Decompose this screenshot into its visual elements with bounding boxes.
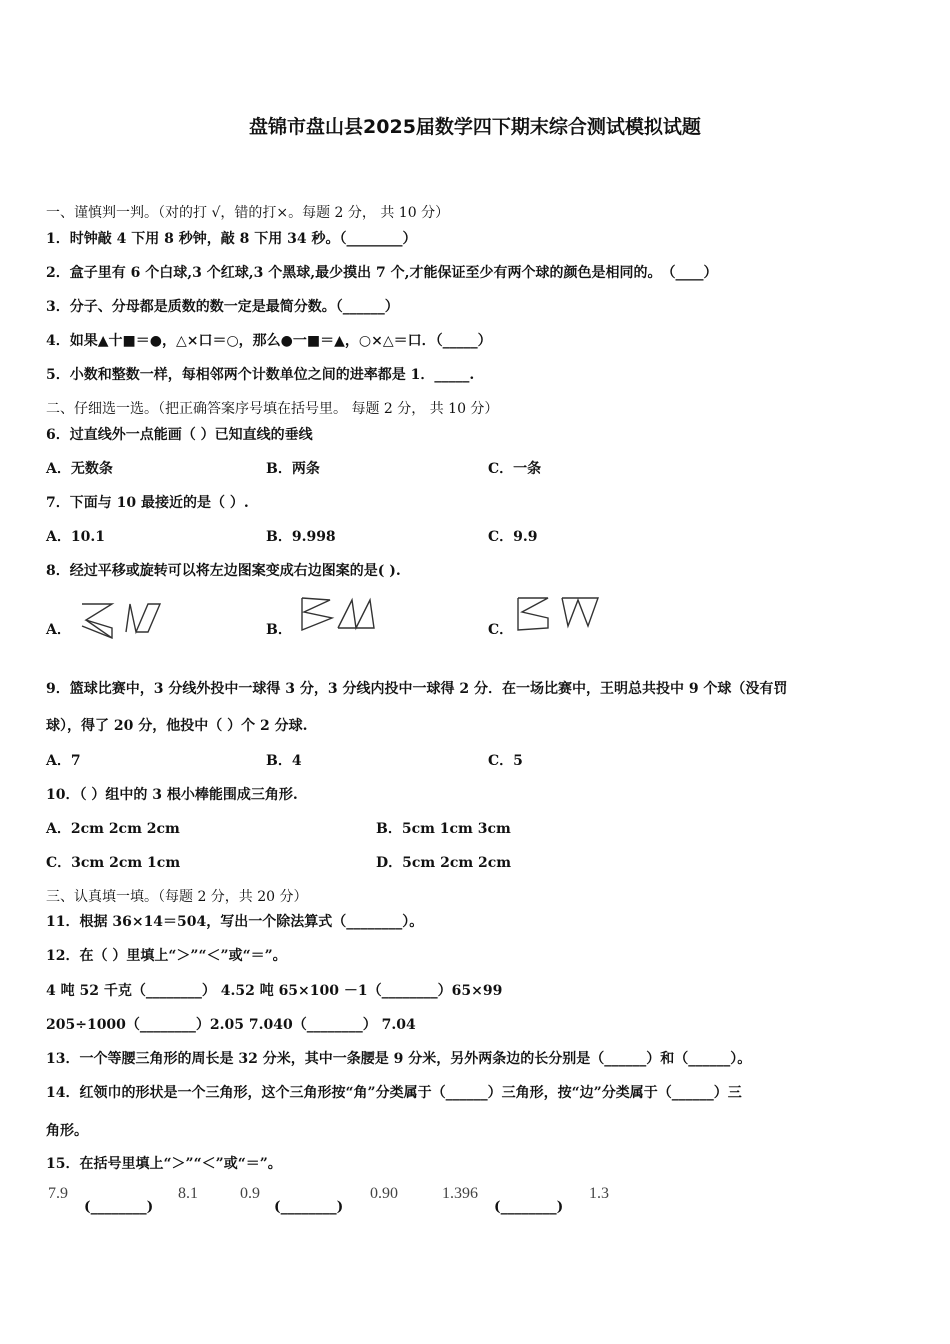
q6-option-a: A．无数条: [46, 461, 113, 477]
q9-option-b: B．4: [266, 753, 302, 769]
q7-option-b: B．9.998: [266, 529, 336, 545]
q7-option-a: A．10.1: [46, 529, 105, 545]
q6-option-b: B．两条: [266, 461, 320, 477]
question-12-row1: 4 吨 52 千克（________） 4.52 吨 65×100 －1（________）65×99: [46, 983, 503, 999]
question-4: 4．如果▲十■＝●，△×口＝○，那么●一■＝▲，○×△＝口．（_____）: [46, 333, 492, 349]
question-12: 12．在（ ）里填上“＞”“＜”或“＝”。: [46, 948, 287, 964]
section3-heading: 三、认真填一填。（每题 2 分，共 20 分）: [46, 889, 308, 905]
question-9-line2: 球），得了 20 分，他投中（ ）个 2 分球.: [46, 718, 308, 734]
q10-option-c: C．3cm 2cm 1cm: [46, 855, 181, 871]
q15-pair1-left: 7.9: [48, 1185, 68, 1202]
q6-option-c: C．一条: [488, 461, 542, 477]
question-7: 7．下面与 10 最接近的是（ ）.: [46, 495, 249, 511]
q10-option-d: D．5cm 2cm 2cm: [376, 855, 512, 871]
question-15: 15．在括号里填上“＞”“＜”或“＝”。: [46, 1156, 282, 1172]
q9-option-c: C．5: [488, 753, 523, 769]
q15-pair1-blank: (________): [84, 1199, 154, 1215]
question-14-line1: 14．红领巾的形状是一个三角形，这个三角形按“角”分类属于（______）三角形，按“边”分类属于（______）三: [46, 1085, 742, 1101]
question-6: 6．过直线外一点能画（ ）已知直线的垂线: [46, 427, 313, 443]
q8-option-a: A．: [46, 622, 71, 638]
q15-pair1-right: 8.1: [178, 1185, 198, 1202]
question-11: 11．根据 36×14＝504，写出一个除法算式（________）。: [46, 914, 424, 930]
q8-option-c: C．: [488, 622, 514, 638]
q15-pair3-right: 1.3: [589, 1185, 609, 1202]
section2-heading: 二、仔细选一选。（把正确答案序号填在括号里。 每题 2 分， 共 10 分）: [46, 401, 499, 417]
question-8: 8．经过平移或旋转可以将左边图案变成右边图案的是( ).: [46, 563, 401, 579]
q9-option-a: A．7: [46, 753, 81, 769]
q8-option-c-figure: [514, 594, 604, 634]
question-14-line2: 角形。: [46, 1123, 88, 1139]
q15-pair2-blank: (________): [274, 1199, 344, 1215]
question-9-line1: 9．篮球比赛中，3 分线外投中一球得 3 分，3 分线内投中一球得 2 分．在一场比赛中，王明总共投中 9 个球（没有罚: [46, 681, 788, 697]
section1-heading: 一、谨慎判一判。（对的打 √，错的打×。每题 2 分， 共 10 分）: [46, 205, 450, 221]
q10-option-b: B．5cm 1cm 3cm: [376, 821, 511, 837]
q15-pair2-right: 0.90: [370, 1185, 398, 1202]
question-12-row2: 205÷1000（________）2.05 7.040（________） 7.04: [46, 1017, 416, 1033]
question-13: 13．一个等腰三角形的周长是 32 分米，其中一条腰是 9 分米，另外两条边的长分别是（______）和（______）。: [46, 1051, 752, 1067]
question-2: 2．盒子里有 6 个白球,3 个红球,3 个黑球,最少摸出 7 个,才能保证至少有两个球的颜色是相同的。 （____）: [46, 265, 718, 281]
question-5: 5．小数和整数一样，每相邻两个计数单位之间的进率都是 1．_____.: [46, 367, 475, 383]
q10-option-a: A．2cm 2cm 2cm: [46, 821, 180, 837]
q15-pair3-blank: (________): [494, 1199, 564, 1215]
q8-option-a-figure: [78, 598, 168, 642]
question-1: 1．时钟敲 4 下用 8 秒钟，敲 8 下用 34 秒。（________）: [46, 231, 417, 247]
q15-pair3-left: 1.396: [442, 1185, 478, 1202]
question-3: 3．分子、分母都是质数的数一定是最简分数。（______）: [46, 299, 399, 315]
q8-option-b: B．: [266, 622, 292, 638]
page-title: 盘锦市盘山县2025届数学四下期末综合测试模拟试题: [249, 116, 701, 138]
q7-option-c: C．9.9: [488, 529, 538, 545]
question-10: 10．（ ）组中的 3 根小棒能围成三角形.: [46, 787, 298, 803]
q8-option-b-figure: [296, 594, 380, 634]
q15-pair2-left: 0.9: [240, 1185, 260, 1202]
